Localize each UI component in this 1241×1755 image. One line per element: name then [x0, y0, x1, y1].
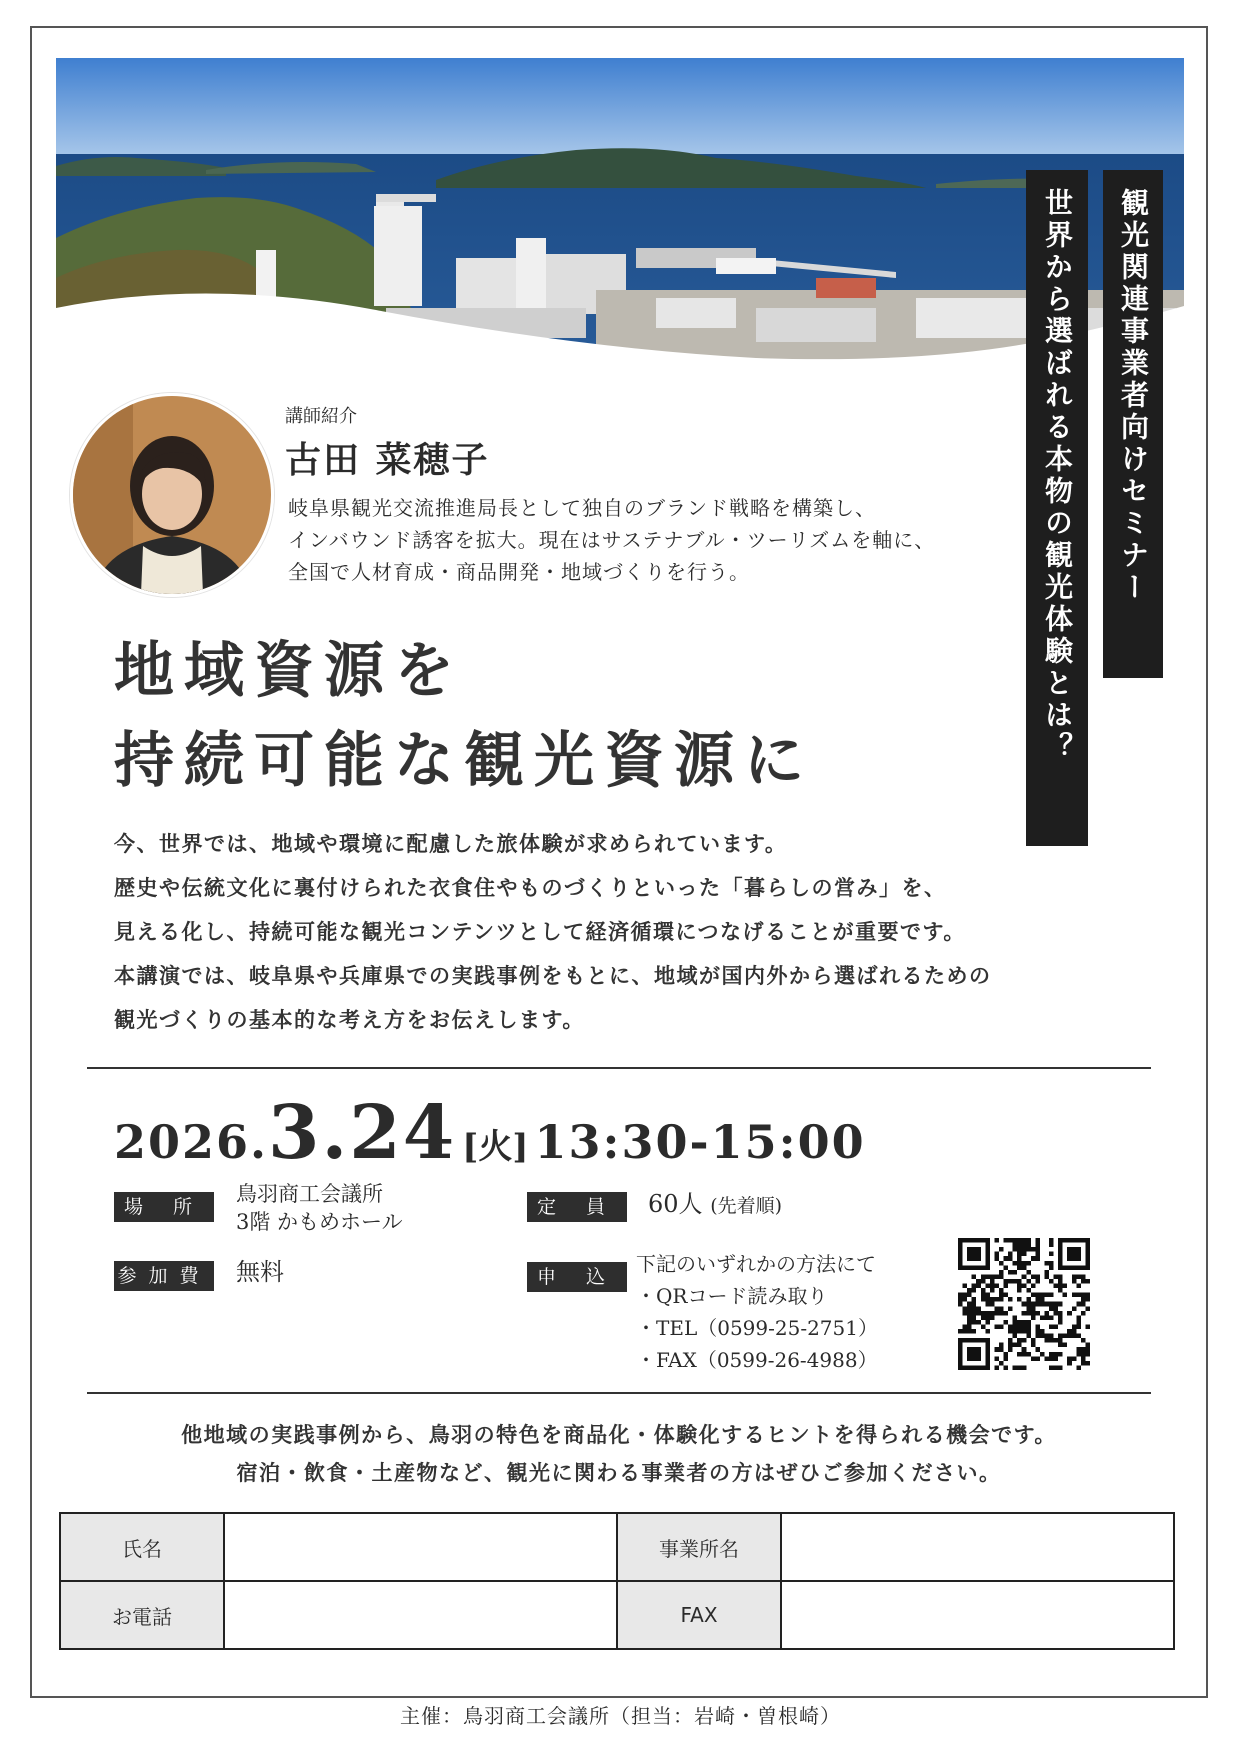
venue-tag: 場 所 — [114, 1192, 214, 1222]
company-label: 事業所名 — [617, 1513, 781, 1581]
event-date — [114, 1090, 866, 1176]
organizer-footer: 主催：鳥羽商工会議所（担当：岩崎・曽根崎） — [400, 1704, 841, 1728]
event-year: 2026. — [114, 1115, 269, 1169]
instructor-label: 講師紹介 — [285, 406, 357, 427]
name-label: 氏名 — [60, 1513, 224, 1581]
fax-label: FAX — [617, 1581, 781, 1649]
phone-field[interactable] — [224, 1581, 617, 1649]
capacity-value — [648, 1190, 782, 1220]
qr-code[interactable] — [958, 1238, 1090, 1370]
name-field[interactable] — [224, 1513, 617, 1581]
company-field[interactable] — [781, 1513, 1174, 1581]
divider — [87, 1067, 1151, 1069]
divider — [87, 1392, 1151, 1394]
capacity-number: 60人 — [648, 1190, 703, 1218]
hero-photo — [56, 58, 1184, 398]
registration-form — [59, 1512, 1175, 1650]
headline: 地域資源を 持続可能な観光資源に — [114, 636, 814, 796]
fee-tag: 参加費 — [114, 1261, 214, 1291]
instructor-description: 岐阜県観光交流推進局長として独自のブランド戦略を構築し、 インバウンド誘客を拡大。現在はサステナブル・ツーリズムを軸に、 全国で人材育成・商品開発・地域づくりを行う。 — [288, 496, 936, 584]
capacity-tag: 定 員 — [527, 1192, 627, 1222]
instructor-name: 古田 菜穂子 — [285, 439, 490, 481]
apply-tag: 申 込 — [527, 1262, 627, 1292]
phone-label: お電話 — [60, 1581, 224, 1649]
capacity-note: (先着順) — [710, 1195, 783, 1217]
vertical-banner-seminar: 観光関連事業者向けセミナー — [1103, 170, 1163, 678]
apply-methods: 下記のいずれかの方法にて ・QRコード読み取り ・TEL（0599-25-2751） ・FAX（0599-26-4988） — [636, 1252, 878, 1372]
event-weekday: [火] — [462, 1127, 529, 1167]
fax-field[interactable] — [781, 1581, 1174, 1649]
closing-text: 他地域の実践事例から、鳥羽の特色を商品化・体験化するヒントを得られる機会です。 宿泊・飲食・土産物など、観光に関わる事業者の方はぜひご参加ください。 — [181, 1422, 1057, 1485]
instructor-photo — [70, 393, 274, 597]
vertical-banner-theme: 世界から選ばれる本物の観光体験とは？ — [1026, 170, 1088, 846]
event-time: 13:30-15:00 — [534, 1115, 866, 1169]
event-month-day: 3.24 — [268, 1090, 457, 1176]
venue-value: 鳥羽商工会議所 3階 かもめホール — [236, 1182, 403, 1234]
body-text: 今、世界では、地域や環境に配慮した旅体験が求められています。 歴史や伝統文化に裏付けられた衣食住やものづくりといった「暮らしの営み」を、 見える化し、持続可能な観光コンテンツとして経済循環につなげることが重要です。 本講演では、岐阜県や兵庫県での実践事例をもとに、地域が国内外から選ばれるための 観光づくりの基本的な考え方をお伝えします。 — [114, 831, 992, 1032]
fee-value: 無料 — [236, 1258, 284, 1286]
